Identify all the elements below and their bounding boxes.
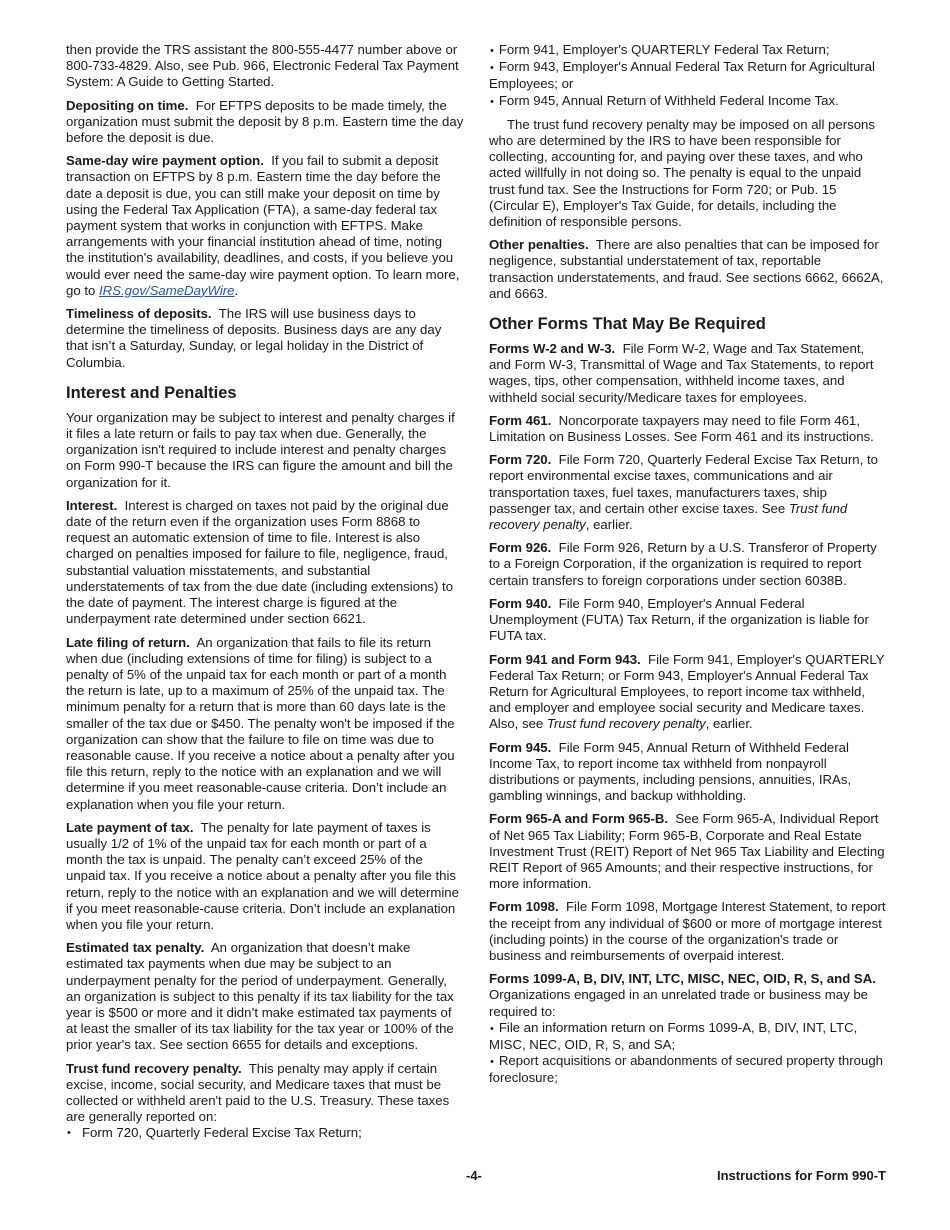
list-item-text: Form 945, Annual Return of Withheld Federal Income Tax. [498, 92, 839, 108]
bullet-list [489, 42, 887, 110]
paragraph-text: File Form 720, Quarterly Federal Excise Tax Return, to report environmental excise taxes, communications and air transportation taxes, fuel taxes, manufacturers taxes, ship passenger tax, and certain other excise taxes. See [489, 452, 878, 516]
paragraph-form-926 [489, 540, 887, 589]
paragraph-late-filing [66, 635, 464, 813]
bullet-list [66, 1125, 464, 1141]
paragraph-form-941-943 [489, 652, 887, 733]
paragraph-same-day-wire: Same-day wire payment option. If you fail to submit a deposit transaction on EFTPS by 8 p.m. Eastern time the day before the date a deposit is due, you can still make your deposit on time by using the Federal Tax Application (FTA), a same-day federal tax payment system that works in conjunction with EFTPS. Make arrangements with your financial institution ahead of time, noting the institution's availability, deadlines, and costs, if you believe you would ever need the same-day wire payment option. To learn more, go to IRS.gov/SameDayWire. [66, 153, 460, 298]
list-item [489, 1020, 887, 1053]
section-heading-other-forms: Other Forms That May Be Required [489, 315, 766, 334]
paragraph-text: File Form 1098, Mortgage Interest Statement, to report the receipt from any individual of $600 or more of mortgage interest (including points) in the course of the organization's trade or business and reimbursements of overpaid interest. [489, 899, 886, 963]
paragraph-text: For EFTPS deposits to be made timely, the organization must submit the deposit by 8 p.m. Eastern time the day before the deposit is due. [66, 97, 464, 146]
paragraph-text: Noncorporate taxpayers may need to file Form 461, Limitation on Business Losses. See Form 461 and its instructions. [489, 412, 874, 445]
paragraph-form-945 [489, 740, 887, 805]
paragraph-text: There are also penalties that can be imposed for negligence, substantial understatement of tax, reportable transaction understatements, and fraud. See sections 6662, 6662A, and 6663. [489, 237, 884, 301]
bullet-icon: • [490, 1022, 494, 1035]
run-in-heading: Estimated tax penalty. [66, 940, 205, 956]
paragraph-eftps-continued: then provide the TRS assistant the 800-555-4477 number above or 800-733-4829. Also, see Pub. 966, Electronic Federal Tax Payment System: A Guide to Getting Started. [66, 42, 459, 90]
document-title: Instructions for Form 990-T [716, 1168, 886, 1183]
run-in-heading: Late payment of tax. [66, 819, 194, 835]
same-day-wire-link[interactable]: IRS.gov/SameDayWire [99, 282, 235, 298]
run-in-heading: Late filing of return. [66, 634, 190, 650]
paragraph-depositing-on-time [66, 98, 464, 147]
list-item-text: Form 941, Employer's QUARTERLY Federal Tax Return; [498, 42, 830, 57]
paragraph-text: This penalty may apply if certain excise, income, social security, and Medicare taxes that must be collected or withheld aren't paid to the U.S. Treasury. These taxes are generally reported on: [66, 1060, 450, 1125]
list-item [489, 42, 887, 59]
paragraph-text: If you fail to submit a deposit transaction on EFTPS by 8 p.m. Eastern time the day before the date a deposit is due, you can still make your deposit on time by using the Federal Tax Application (FTA), a same-day federal tax payment system that works in conjunction with EFTPS. Make arrangements with your financial institution ahead of time, noting the institution's availability, deadlines, and costs, if you believe you would ever need the same-day wire payment option. To learn more, go to [66, 153, 460, 298]
paragraph-estimated-tax [66, 940, 464, 1053]
paragraph-text: File Form 941, Employer's QUARTERLY Federal Tax Return; or Form 943, Employer's Annual Federal Tax Return for Agricultural Employees, to report income tax withheld, and employer and employee social security and Medicare taxes. Also, see [489, 651, 885, 732]
list-item [489, 1053, 887, 1086]
paragraph-text: File Form W-2, Wage and Tax Statement, and Form W-3, Transmittal of Wage and Tax Statements, to report wages, tips, other compensation, withheld income taxes, and withheld social security/Medicare taxes for employees. [489, 341, 874, 405]
run-in-heading: Form 1098. [489, 899, 559, 915]
paragraph-form-1098 [489, 899, 887, 964]
run-in-heading: Form 945. [489, 739, 552, 755]
cross-reference: Trust fund recovery penalty [489, 500, 848, 533]
bullet-icon: • [490, 1056, 494, 1069]
paragraph-forms-1099 [489, 971, 887, 1020]
run-in-heading: Forms 1099-A, B, DIV, INT, LTC, MISC, NEC, OID, R, S, and SA. [489, 971, 876, 987]
paragraph-form-461 [489, 413, 887, 445]
paragraph-trust-fund-continued: The trust fund recovery penalty may be imposed on all persons who are determined by the IRS to have been responsible for collecting, accounting for, and paying over these taxes, and who acted willfully in not doing so. The penalty is equal to the unpaid trust fund tax. See the Instructions for Form 720; or Pub. 15 (Circular E), Employer's Tax Guide, for details, including the definition of responsible persons. [489, 116, 875, 230]
run-in-heading: Form 940. [489, 595, 552, 611]
paragraph-form-965 [489, 811, 887, 892]
paragraph-text-tail: , earlier. [705, 716, 753, 732]
run-in-heading: Depositing on time. [66, 97, 189, 113]
list-item [489, 93, 887, 110]
run-in-heading: Form 926. [489, 540, 552, 556]
paragraph-text: File Form 945, Annual Return of Withheld Federal Income Tax, to report income tax withheld from nonpayroll distributions or payments, including pensions, annuities, IRAs, gambling winnings, and backup withholding. [489, 739, 852, 804]
paragraph-text: File Form 926, Return by a U.S. Transferor of Property to a Foreign Corporation, if the organization is required to report certain transfers to foreign corporations under section 6038B. [489, 540, 877, 588]
list-item-text: Report acquisitions or abandonments of secured property through foreclosure; [489, 1053, 883, 1086]
paragraph-form-720 [489, 452, 887, 533]
paragraph-text: See Form 965-A, Individual Report of Net 965 Tax Liability; Form 965-B, Corporate and Real Estate Investment Trust (REIT) Report of Net 965 Tax Liability and Electing REIT Report of 965 Amounts; and their respective instructions, for more information. [489, 811, 885, 892]
paragraph-text: Interest is charged on taxes not paid by the original due date of the return even if the organization uses Form 8868 to request an automatic extension of time to file. Interest is also charged on penalties imposed for failure to file, negligence, fraud, substantial valuation misstatements, and substantial understatements of tax from the due date (including extensions) to the date of payment. The interest charge is figured at the underpayment rate determined under section 6621. [66, 497, 454, 627]
paragraph-text-tail: , earlier. [585, 517, 633, 533]
paragraph-other-penalties [489, 237, 887, 302]
cross-reference: Trust fund recovery penalty [546, 716, 706, 732]
run-in-heading: Form 965-A and Form 965-B. [489, 811, 669, 827]
list-item-text: File an information return on Forms 1099-A, B, DIV, INT, LTC, MISC, NEC, OID, R, S, and SA; [489, 1019, 858, 1052]
bullet-icon: • [490, 95, 494, 108]
run-in-heading: Form 461. [489, 412, 552, 428]
list-item-text: Form 943, Employer's Annual Federal Tax Return for Agricultural Employees; or [489, 59, 875, 92]
bullet-icon: • [490, 45, 494, 57]
paragraph-text: File Form 940, Employer's Annual Federal Unemployment (FUTA) Tax Return, if the organization is liable for FUTA tax. [489, 595, 869, 644]
paragraph-trust-fund [66, 1061, 464, 1126]
paragraph-text: The penalty for late payment of taxes is usually 1/2 of 1% of the unpaid tax for each month or part of a month the tax is unpaid. The penalty can’t exceed 25% of the unpaid tax. If you receive a notice about a penalty after you file this return, reply to the notice with an explanation and we will determine if you meet reasonable-cause criteria. Don’t include an explanation when you file your return. [66, 819, 459, 932]
list-item-text: Form 720, Quarterly Federal Excise Tax Return; [82, 1125, 362, 1141]
run-in-heading: Form 720. [489, 452, 552, 468]
page-number: -4- [466, 1168, 482, 1183]
paragraph-text: Organizations engaged in an unrelated trade or business may be required to: [489, 987, 869, 1019]
paragraph-timeliness [66, 306, 464, 371]
paragraph-text: An organization that fails to file its return when due (including extensions of time for filing) is subject to a penalty of 5% of the unpaid tax for each month or part of a month the return is late, up to a maximum of 25% of the unpaid tax. The minimum penalty for a return that is more than 60 days late is the smaller of the tax due or $450. The penalty won't be imposed if the organization can show that the failure to file on time was due to reasonable cause. If you receive a notice about a penalty after you file this return, reply to the notice with an explanation and we will determine if you meet reasonable-cause criteria. Don’t include an explanation when you file your return. [66, 634, 455, 812]
bullet-icon: • [490, 62, 494, 75]
run-in-heading: Interest. [66, 497, 118, 513]
run-in-heading: Same-day wire payment option. [66, 153, 264, 169]
run-in-heading: Timeliness of deposits. [66, 306, 212, 322]
run-in-heading: Trust fund recovery penalty. [66, 1060, 242, 1076]
bullet-list [489, 1020, 887, 1087]
right-column [489, 42, 887, 1094]
paragraph-late-payment [66, 820, 464, 933]
paragraph-interest [66, 498, 464, 628]
section-heading-interest-penalties: Interest and Penalties [66, 383, 237, 402]
left-column [66, 42, 464, 1149]
run-in-heading: Other penalties. [489, 237, 589, 253]
run-in-heading: Form 941 and Form 943. [489, 651, 641, 667]
paragraph-forms-w2-w3 [489, 341, 887, 406]
paragraph-interest-intro: Your organization may be subject to interest and penalty charges if it files a late return or fails to pay tax when due. Generally, the organization isn't required to include interest and penalty charges on Form 990-T because the IRS can figure the amount and bill the organization for it. [66, 409, 455, 490]
bullet-icon: • [67, 1127, 71, 1140]
paragraph-text: An organization that doesn’t make estimated tax payments when due may be subject to an underpayment penalty for the period of underpayment. Generally, an organization is subject to this penalty if its tax liability for the tax year is $500 or more and it didn’t make estimated tax payments of at least the smaller of its tax liability for the tax year or 100% of the prior year's tax. See section 6655 for details and exceptions. [66, 940, 454, 1053]
paragraph-text: The IRS will use business days to determine the timeliness of deposits. Business days are any day that isn’t a Saturday, Sunday, or legal holiday in the District of Columbia. [66, 306, 442, 370]
paragraph-form-940 [489, 596, 887, 645]
run-in-heading: Forms W-2 and W-3. [489, 341, 616, 357]
list-item [489, 59, 887, 92]
list-item [66, 1125, 464, 1141]
